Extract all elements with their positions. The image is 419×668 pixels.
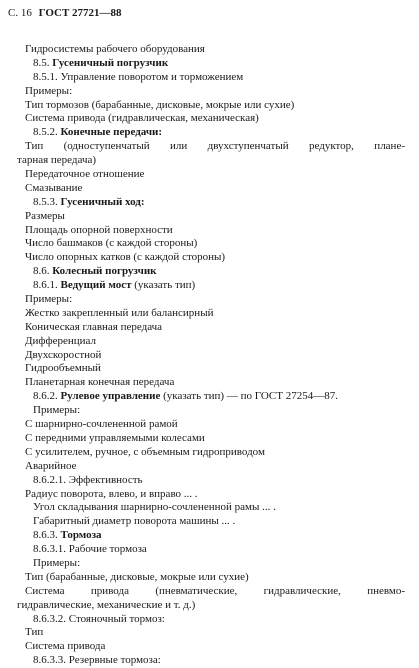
line-text: Тип [25,626,44,639]
line-text: Примеры: [25,84,73,97]
text-line [25,515,405,529]
page-number: С. 16 [8,7,32,19]
text-line [25,279,405,293]
text-line [25,71,405,85]
line-text: (указать тип) — по ГОСТ 27254—87. [160,390,338,403]
text-line [25,140,405,154]
line-text: 8.6.3.2. Стояночный тормоз: [33,612,165,625]
line-text: Угол складывания шарнирно-сочлененной рамы ... . [33,501,276,514]
line-text: Гидрообъемный [25,362,101,375]
bold-heading-text: Рулевое управление [60,390,161,403]
line-text: Тип тормозов (барабанные, дисковые, мокрые или сухие) [25,98,295,111]
line-text: С усилителем, ручное, с объемным гидроприводом [25,445,265,458]
standard-code: ГОСТ 27721—88 [38,7,122,19]
line-text: Тип (барабанные, дисковые, мокрые или сухие) [25,570,249,583]
text-line [25,251,405,265]
text-line [17,154,405,168]
text-line [25,168,405,182]
line-text: Примеры: [33,556,81,569]
text-line [25,57,405,71]
bold-heading-text: Гусеничный погрузчик [52,56,169,69]
text-line [17,599,405,613]
line-text: Площадь опорной поверхности [25,223,173,236]
line-text: 8.5.3. [33,195,61,208]
line-text: 8.6.2.1. Эффективность [33,473,143,486]
line-text: гидравлические, механические и т. д.) [17,598,196,611]
text-line [25,446,405,460]
line-text: Радиус поворота, влево, и вправо ... . [25,487,198,500]
line-text: тарная передача) [17,154,97,167]
line-text: Двухскоростной [25,348,102,361]
line-text: 8.5.2. [33,126,61,139]
line-text: 8.6.3.3. Резервные тормоза: [33,654,161,667]
line-text: 8.6.3.1. Рабочие тормоза [33,543,147,556]
bold-heading-text: Тормоза [60,529,102,542]
document-body [17,43,405,668]
text-line [25,376,405,390]
text-line [25,390,405,404]
line-text: (указать тип) [131,279,196,292]
text-line [25,613,405,627]
line-text: 8.6. [33,265,53,278]
text-line [25,362,405,376]
line-text: Передаточное отношение [25,168,145,181]
text-line [25,474,405,488]
line-text: Примеры: [33,404,81,417]
text-line [25,488,405,502]
text-line [25,501,405,515]
line-text: Жестко закрепленный или балансирный [25,306,214,319]
line-text: С передними управляемыми колесами [25,431,205,444]
text-line [25,654,405,668]
text-line [25,404,405,418]
text-line [25,307,405,321]
text-line [25,321,405,335]
bold-heading-text: Колесный погрузчик [52,265,157,278]
text-line [25,43,405,57]
line-text: Система привода [25,640,106,653]
line-text: Тип (одноступенчатый или двухступенчатый редуктор, плане- [25,140,405,153]
text-line [25,182,405,196]
bold-heading-text: Ведущий мост [60,279,132,292]
text-line [25,335,405,349]
line-text: 8.6.2. [33,390,61,403]
text-line [25,99,405,113]
text-line [25,432,405,446]
line-text: Число башмаков (с каждой стороны) [25,237,198,250]
text-line [25,85,405,99]
text-line [25,529,405,543]
line-text: 8.6.3. [33,529,61,542]
text-line [25,557,405,571]
text-line [25,418,405,432]
text-line [25,460,405,474]
line-text: С шарнирно-сочлененной рамой [25,418,178,431]
line-text: Размеры [25,209,65,222]
text-line [25,543,405,557]
text-line [25,224,405,238]
line-text: Габаритный диаметр поворота машины ... . [33,515,236,528]
line-text: 8.6.1. [33,279,61,292]
line-text: Система привода (пневматические, гидравлические, пневмо- [25,584,405,597]
line-text: 8.5. [33,56,53,69]
line-text: Система привода (гидравлическая, механическая) [25,112,259,125]
text-line [25,640,405,654]
line-text: Смазывание [25,181,83,194]
bold-heading-text: Гусеничный ход: [60,195,145,208]
page-header [8,6,122,20]
line-text: Дифференциал [25,334,96,347]
text-line [25,265,405,279]
text-line [25,112,405,126]
text-line [25,349,405,363]
text-line [25,210,405,224]
line-text: 8.5.1. Управление поворотом и торможением [33,70,244,83]
bold-heading-text: Конечные передачи: [60,126,163,139]
line-text: Аварийное [25,459,77,472]
line-text: Коническая главная передача [25,320,163,333]
text-line [25,293,405,307]
line-text: Планетарная конечная передача [25,376,175,389]
text-line [25,237,405,251]
text-line [25,571,405,585]
text-line [25,126,405,140]
line-text: Гидросистемы рабочего оборудования [25,43,205,55]
text-line [25,626,405,640]
line-text: Число опорных катков (с каждой стороны) [25,251,226,264]
text-line [25,196,405,210]
text-line [25,585,405,599]
line-text: Примеры: [25,293,73,306]
